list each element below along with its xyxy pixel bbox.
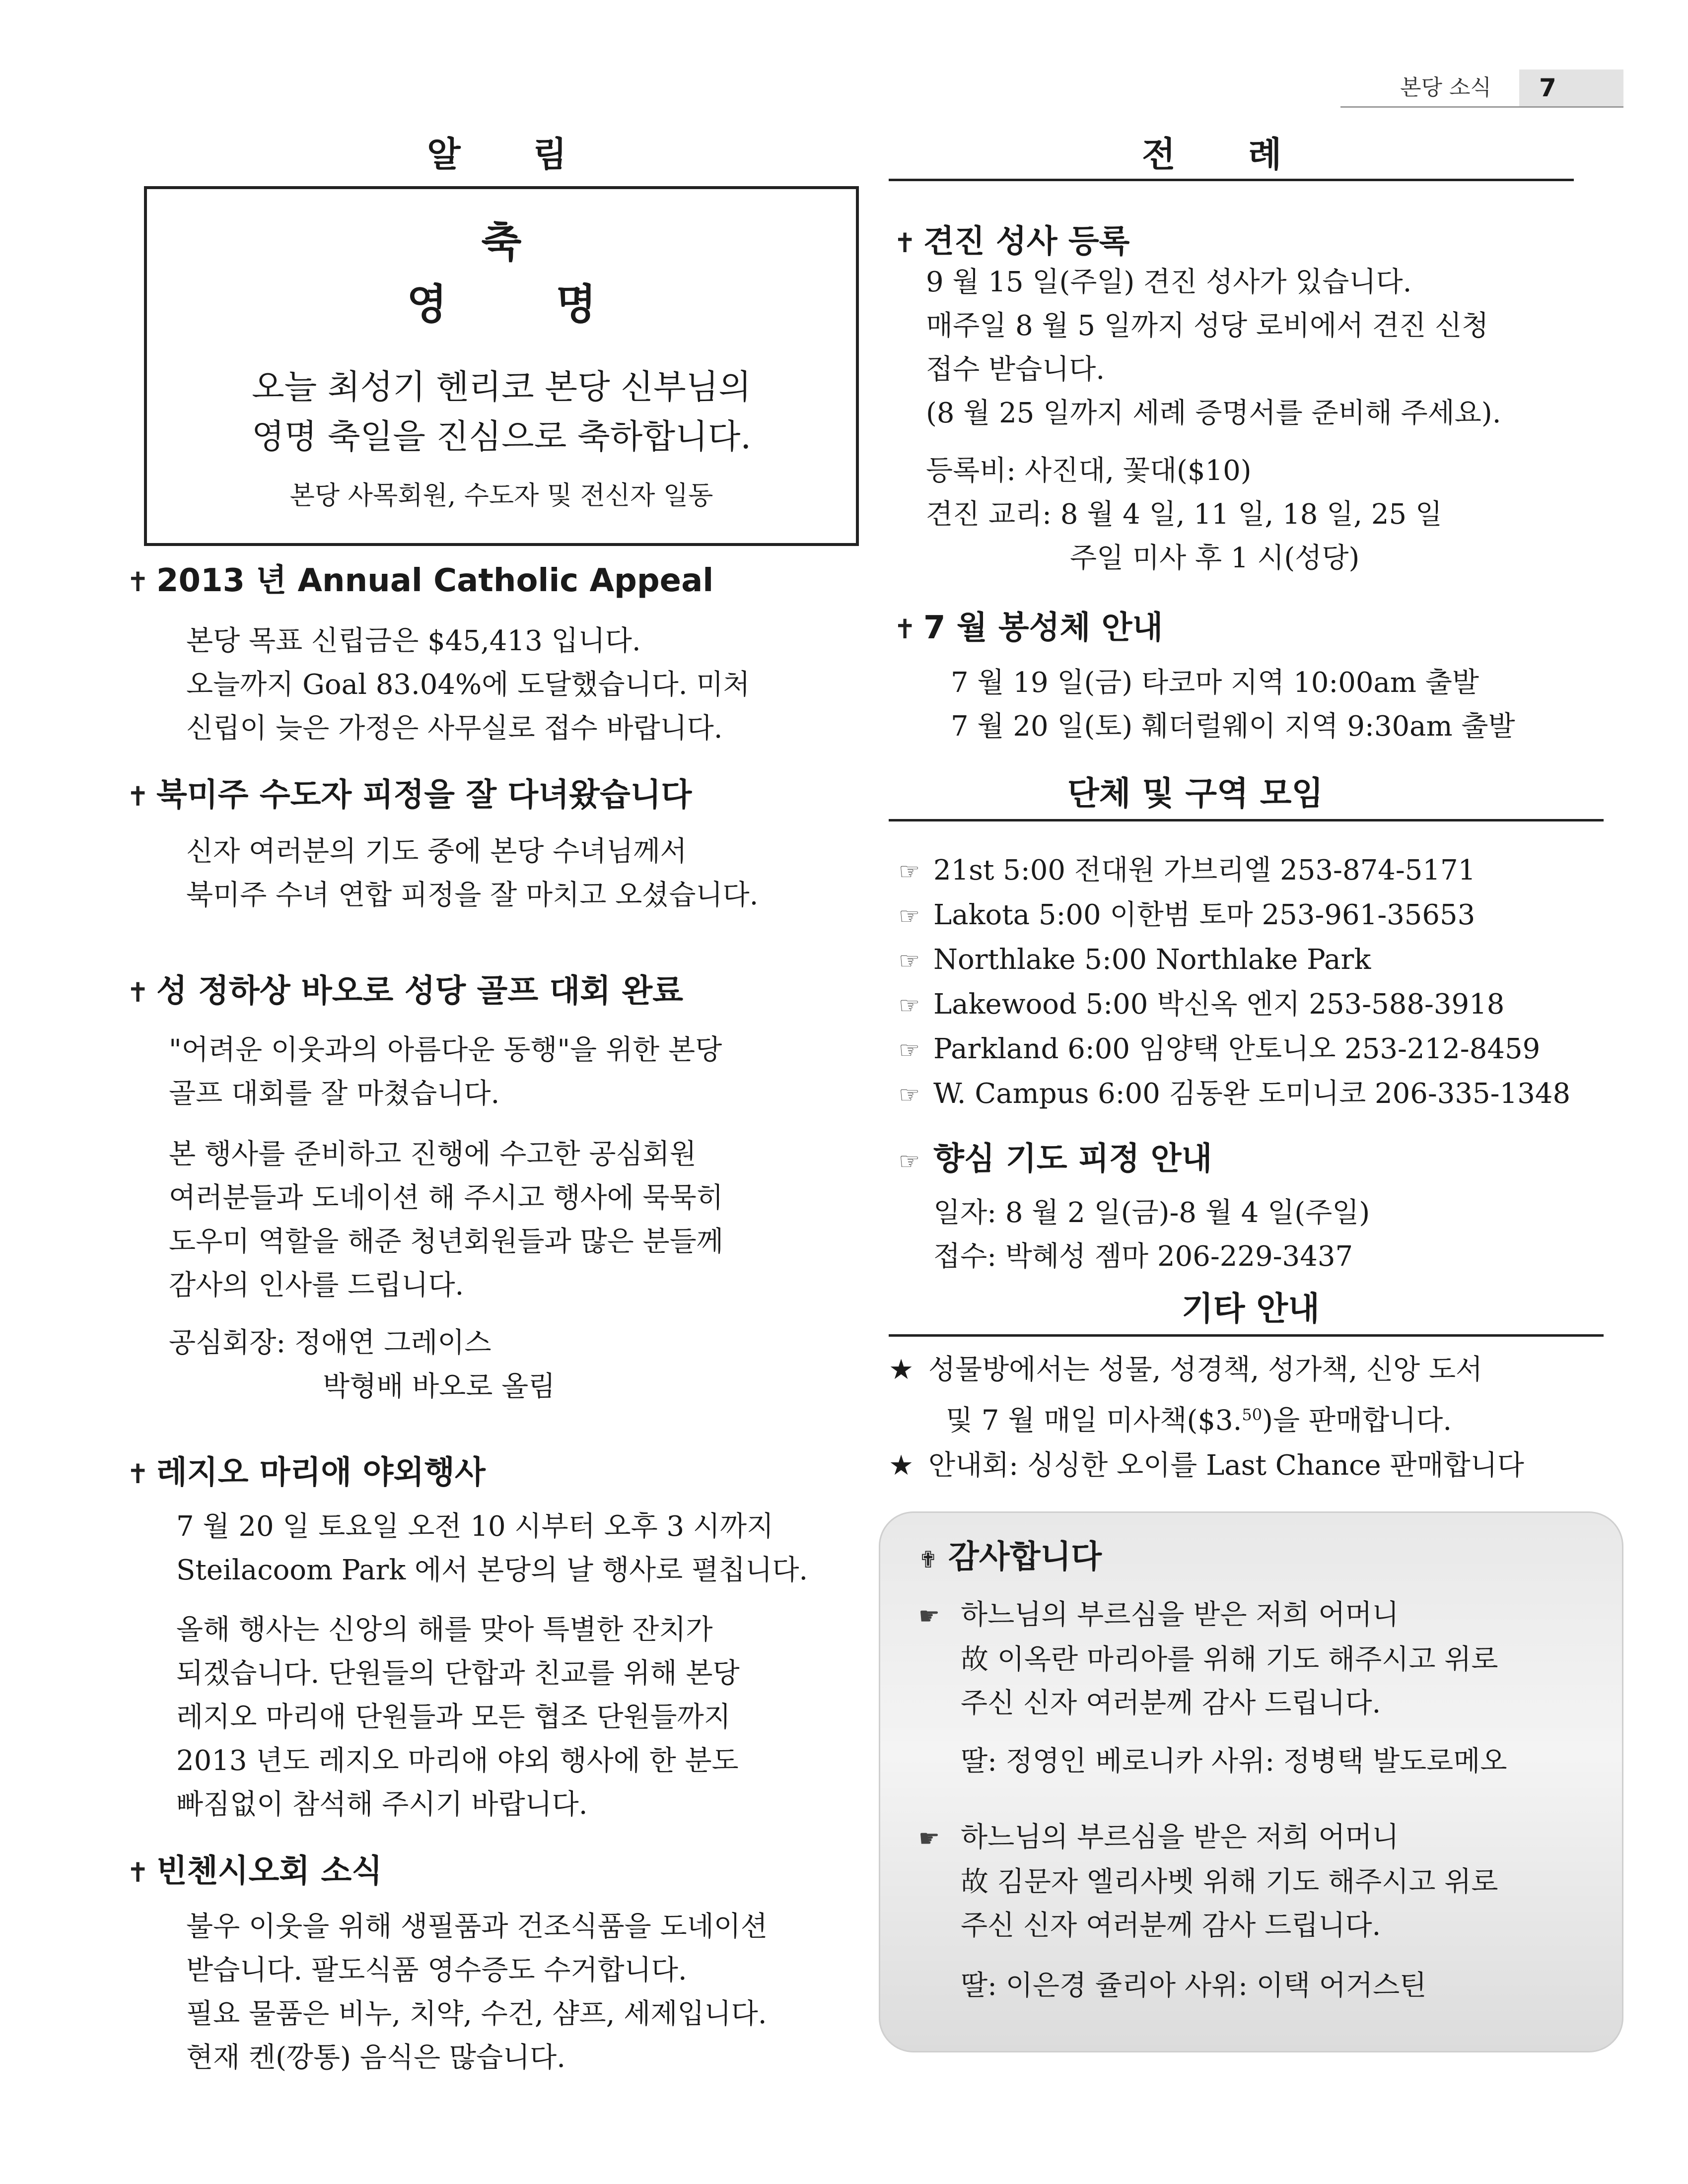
- text-line: 도우미 역할을 해준 청년회원들과 많은 분들께: [169, 1226, 723, 1258]
- cross-icon: ✝: [894, 614, 916, 645]
- group-item: [899, 1072, 1570, 1117]
- pointing-hand-icon: ☛: [918, 1825, 940, 1852]
- right-column-title: 전 례: [1142, 134, 1282, 175]
- text-line: 7 월 19 일(금) 타코마 지역 10:00am 출발: [951, 667, 1479, 699]
- thanks-entry-1: [918, 1593, 1498, 1725]
- text-line: 주신 신자 여러분께 감사 드립니다.: [961, 1910, 1381, 1942]
- misc-text: )을 판매합니다.: [1262, 1404, 1452, 1437]
- section-heading-retreat: [127, 769, 692, 815]
- text-line: 되겠습니다. 단원들의 단합과 친교를 위해 본당: [176, 1657, 740, 1690]
- text-line: 故 김문자 엘리사벳 위해 기도 해주시고 위로: [961, 1866, 1498, 1898]
- section-label: 본당 소식: [1400, 75, 1492, 100]
- cross-icon: ✝: [127, 1857, 149, 1888]
- cross-icon: ✝: [127, 781, 149, 812]
- misc-rule: [889, 1334, 1604, 1337]
- notice-title-1: 축: [481, 218, 522, 267]
- section-heading-vincent: [127, 1845, 382, 1891]
- section-heading-prayer-retreat: [899, 1133, 1212, 1179]
- text-line: 오늘까지 Goal 83.04%에 도달했습니다. 미처: [186, 669, 750, 701]
- misc-text: 안내회: 싱싱한 오이를 Last Chance 판매합니다: [928, 1449, 1524, 1482]
- text-line: "어려운 이웃과의 아름다운 동행"을 위한 본당: [169, 1034, 722, 1066]
- heading-text: 성 정하상 바오로 성당 골프 대회 완료: [156, 973, 684, 1010]
- text-line: 7 월 20 일 토요일 오전 10 시부터 오후 3 시까지: [176, 1510, 774, 1543]
- star-icon: ★: [889, 1354, 914, 1386]
- text-line: Steilacoom Park 에서 본당의 날 행사로 펼칩니다.: [176, 1554, 808, 1586]
- retreat-text: [186, 830, 758, 917]
- misc-title: 기타 안내: [1182, 1290, 1320, 1328]
- vincent-text: [186, 1905, 768, 2080]
- group-item: [899, 1027, 1570, 1072]
- celebration-notice-box: [144, 186, 859, 546]
- prayer-retreat-text: [933, 1191, 1370, 1279]
- cross-icon: ✝: [127, 566, 149, 598]
- thanks-sign-1: 딸: 정영인 베로니카 사위: 정병택 발도로메오: [961, 1745, 1507, 1777]
- text-line: 9 월 15 일(주일) 견진 성사가 있습니다.: [926, 266, 1412, 298]
- group-text: Lakota 5:00 이한범 토마 253-961-35653: [933, 899, 1476, 931]
- heading-text: 2013 년 Annual Catholic Appeal: [156, 562, 714, 599]
- golf-text-2: [169, 1133, 723, 1307]
- misc-text: 성물방에서는 성물, 성경책, 성가책, 신앙 도서: [928, 1354, 1483, 1386]
- thanks-sign-2: 딸: 이은경 쥴리아 사위: 이택 어거스틴: [961, 1970, 1427, 2002]
- text-line: 올해 행사는 신앙의 해를 맞아 특별한 잔치가: [176, 1614, 713, 1646]
- group-item: [899, 849, 1570, 893]
- heading-text: 북미주 수도자 피정을 잘 다녀왔습니다: [156, 777, 692, 814]
- heading-text: 감사합니다: [948, 1539, 1102, 1575]
- text-line: 본당 목표 신립금은 $45,413 입니다.: [186, 625, 641, 657]
- star-icon: ★: [889, 1449, 914, 1482]
- thanks-line: [918, 1593, 1498, 1638]
- group-text: W. Campus 6:00 김동완 도미니코 206-335-1348: [933, 1078, 1571, 1110]
- communion-text: [951, 661, 1515, 749]
- page-number: 7: [1519, 69, 1623, 106]
- notice-title-2: 영 명: [407, 280, 596, 329]
- text-line: 7 월 20 일(토) 훼더럴웨이 지역 9:30am 출발: [951, 710, 1515, 743]
- pointing-hand-icon: ☞: [899, 1148, 920, 1175]
- text-line: 주신 신자 여러분께 감사 드립니다.: [961, 1687, 1381, 1719]
- thanks-line: [918, 1816, 1498, 1860]
- section-heading-communion: [894, 602, 1163, 648]
- notice-line-1: 오늘 최성기 헨리코 본당 신부님의: [251, 368, 752, 407]
- heading-text: 7 월 봉성체 안내: [923, 610, 1163, 646]
- text-line: 레지오 마리애 단원들과 모든 협조 단원들까지: [176, 1701, 731, 1733]
- group-text: Lakewood 5:00 박신옥 엔지 253-588-3918: [933, 988, 1505, 1021]
- confirmation-text: [926, 261, 1501, 435]
- text-line: 필요 물품은 비누, 치약, 수건, 샴프, 세제입니다.: [186, 1998, 767, 2030]
- cross-icon: ✝: [127, 977, 149, 1008]
- section-heading-golf: [127, 965, 683, 1011]
- text-line: 견진 교리: 8 월 4 일, 11 일, 18 일, 25 일: [926, 498, 1442, 531]
- group-item: [899, 938, 1570, 983]
- thanks-entry-2: [918, 1816, 1498, 1948]
- text-line: 주일 미사 후 1 시(성당): [1070, 542, 1360, 574]
- text-line: 현재 켄(깡통) 음식은 많습니다.: [186, 2042, 566, 2074]
- cross-icon: ✟: [918, 1546, 938, 1573]
- misc-item: [889, 1443, 1524, 1488]
- notice-line-3: 본당 사목회원, 수도자 및 전신자 일동: [289, 481, 713, 511]
- text-line: (8 월 25 일까지 세례 증명서를 준비해 주세요).: [926, 397, 1501, 429]
- text-line: 불우 이웃을 위해 생필품과 건조식품을 도네이션: [186, 1911, 768, 1943]
- text-line: 하느님의 부르심을 받은 저희 어머니: [961, 1821, 1399, 1853]
- text-line: 故 이옥란 마리아를 위해 기도 해주시고 위로: [961, 1643, 1498, 1676]
- misc-text: 및 7 월 매일 미사책($3.: [946, 1404, 1242, 1437]
- heading-text: 견진 성사 등록: [923, 223, 1130, 260]
- heading-text: 레지오 마리애 야외행사: [156, 1454, 486, 1491]
- text-line: 여러분들과 도네이션 해 주시고 행사에 묵묵히: [169, 1182, 723, 1214]
- text-line: 빠짐없이 참석해 주시기 바랍니다.: [176, 1788, 588, 1821]
- appeal-text: [186, 619, 750, 751]
- text-line: 매주일 8 월 5 일까지 성당 로비에서 견진 신청: [926, 310, 1489, 342]
- pointing-hand-icon: ☛: [918, 1602, 940, 1630]
- legio-text: [176, 1505, 808, 1592]
- cross-icon: ✝: [894, 227, 916, 259]
- signature-line: 박형배 바오로 올림: [323, 1370, 556, 1403]
- group-text: Parkland 6:00 임양택 안토니오 253-212-8459: [933, 1033, 1541, 1065]
- text-line: 신립이 늦은 가정은 사무실로 접수 바랍니다.: [186, 712, 723, 745]
- misc-item-cont: [889, 1392, 1524, 1443]
- text-line: 받습니다. 팔도식품 영수증도 수거합니다.: [186, 1954, 687, 1986]
- pointing-hand-icon: ☞: [899, 1036, 920, 1064]
- group-text: 21st 5:00 전대원 가브리엘 253-874-5171: [933, 854, 1476, 887]
- pointing-hand-icon: ☞: [899, 858, 920, 886]
- text-line: 일자: 8 월 2 일(금)-8 월 4 일(주일): [933, 1197, 1370, 1229]
- misc-list: [889, 1348, 1524, 1488]
- groups-list: [899, 849, 1570, 1117]
- price-superscript: 50: [1242, 1405, 1263, 1424]
- heading-text: 빈첸시오회 소식: [156, 1853, 383, 1890]
- confirmation-fee: [926, 449, 1442, 580]
- misc-item: [889, 1348, 1524, 1392]
- text-line: 등록비: 사진대, 꽃대($10): [926, 455, 1252, 487]
- pointing-hand-icon: ☞: [899, 902, 920, 930]
- group-text: Northlake 5:00 Northlake Park: [933, 944, 1371, 976]
- signature-line: 공심회장: 정애연 그레이스: [169, 1327, 492, 1359]
- heading-text: 향심 기도 피정 안내: [933, 1141, 1212, 1177]
- text-line: 본 행사를 준비하고 진행에 수고한 공심회원: [169, 1138, 697, 1170]
- golf-text: [169, 1028, 722, 1116]
- section-heading-appeal: [127, 555, 713, 601]
- text-line: 골프 대회를 잘 마쳤습니다.: [169, 1078, 500, 1110]
- groups-rule: [889, 819, 1604, 821]
- notice-line-2: 영명 축일을 진심으로 축하합니다.: [251, 417, 752, 457]
- text-line: 하느님의 부르심을 받은 저희 어머니: [961, 1599, 1399, 1631]
- right-title-rule: [889, 179, 1574, 181]
- header-rule: [1340, 106, 1623, 108]
- section-heading-thanks: [918, 1531, 1102, 1577]
- pointing-hand-icon: ☞: [899, 947, 920, 975]
- text-line: 접수: 박혜성 젬마 206-229-3437: [933, 1240, 1353, 1273]
- text-line: 북미주 수녀 연합 피정을 잘 마치고 오셨습니다.: [186, 879, 759, 911]
- text-line: 신자 여러분의 기도 중에 본당 수녀님께서: [186, 835, 687, 868]
- text-line: 접수 받습니다.: [926, 353, 1105, 386]
- text-line: 2013 년도 레지오 마리애 야외 행사에 한 분도: [176, 1745, 739, 1777]
- pointing-hand-icon: ☞: [899, 1081, 920, 1109]
- left-column-title: 알 림: [427, 134, 567, 175]
- group-item: [899, 983, 1570, 1027]
- text-line: 감사의 인사를 드립니다.: [169, 1269, 464, 1301]
- pointing-hand-icon: ☞: [899, 992, 920, 1020]
- group-item: [899, 893, 1570, 938]
- cross-icon: ✝: [127, 1458, 149, 1490]
- groups-title: 단체 및 구역 모임: [1067, 774, 1324, 813]
- section-heading-confirmation: [894, 216, 1130, 262]
- golf-signature: [169, 1321, 555, 1409]
- legio-text-2: [176, 1608, 740, 1827]
- section-heading-legio: [127, 1447, 486, 1493]
